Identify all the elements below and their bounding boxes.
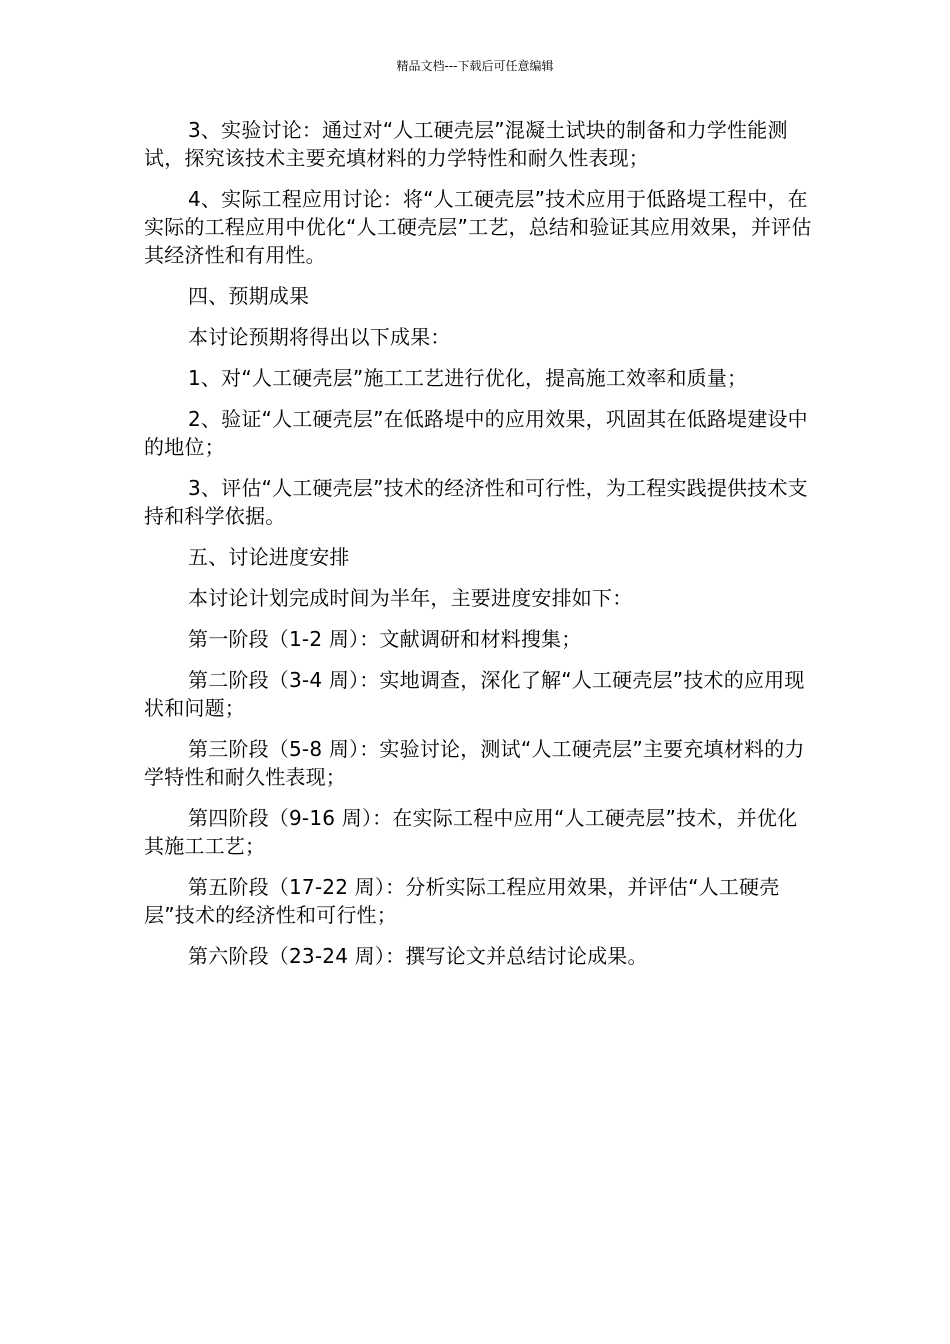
document-body <box>144 116 816 983</box>
paragraph-stage-6: 第六阶段（23-24 周）：撰写论文并总结讨论成果。 <box>188 944 648 968</box>
paragraph-engineering-application: 4、实际工程应用讨论：将“人工硬壳层”技术应用于低路堤工程中，在实际的工程应用中优化“人工硬壳层”工艺，总结和验证其应用效果，并评估其经济性和有用性。 <box>144 187 812 267</box>
paragraph-stage-2: 第二阶段（3-4 周）：实地调查，深化了解“人工硬壳层”技术的应用现状和问题； <box>144 668 805 720</box>
paragraph-stage-1: 第一阶段（1-2 周）：文献调研和材料搜集； <box>188 627 582 651</box>
paragraph-result-3: 3、评估“人工硬壳层”技术的经济性和可行性，为工程实践提供技术支持和科学依据。 <box>144 476 808 528</box>
paragraph-stage-4: 第四阶段（9-16 周）：在实际工程中应用“人工硬壳层”技术，并优化其施工工艺； <box>144 806 798 858</box>
section-heading-schedule: 五、讨论进度安排 <box>188 545 350 569</box>
section-heading-expected-results: 四、预期成果 <box>188 284 310 308</box>
paragraph-schedule-intro: 本讨论计划完成时间为半年，主要进度安排如下： <box>188 586 633 610</box>
paragraph-result-2: 2、验证“人工硬壳层”在低路堤中的应用效果，巩固其在低路堤建设中的地位； <box>144 407 808 459</box>
page-header: 精品文档---下载后可任意编辑 <box>396 59 554 73</box>
paragraph-result-1: 1、对“人工硬壳层”施工工艺进行优化，提高施工效率和质量； <box>188 366 748 390</box>
paragraph-stage-3: 第三阶段（5-8 周）：实验讨论，测试“人工硬壳层”主要充填材料的力学特性和耐久性表现； <box>144 737 805 789</box>
paragraph-results-intro: 本讨论预期将得出以下成果： <box>188 325 451 349</box>
paragraph-stage-5: 第五阶段（17-22 周）：分析实际工程应用效果，并评估“人工硬壳层”技术的经济性和可行性； <box>144 875 780 927</box>
paragraph-experiment-discussion: 3、实验讨论：通过对“人工硬壳层”混凝土试块的制备和力学性能测试，探究该技术主要充填材料的力学特性和耐久性表现； <box>144 118 788 170</box>
